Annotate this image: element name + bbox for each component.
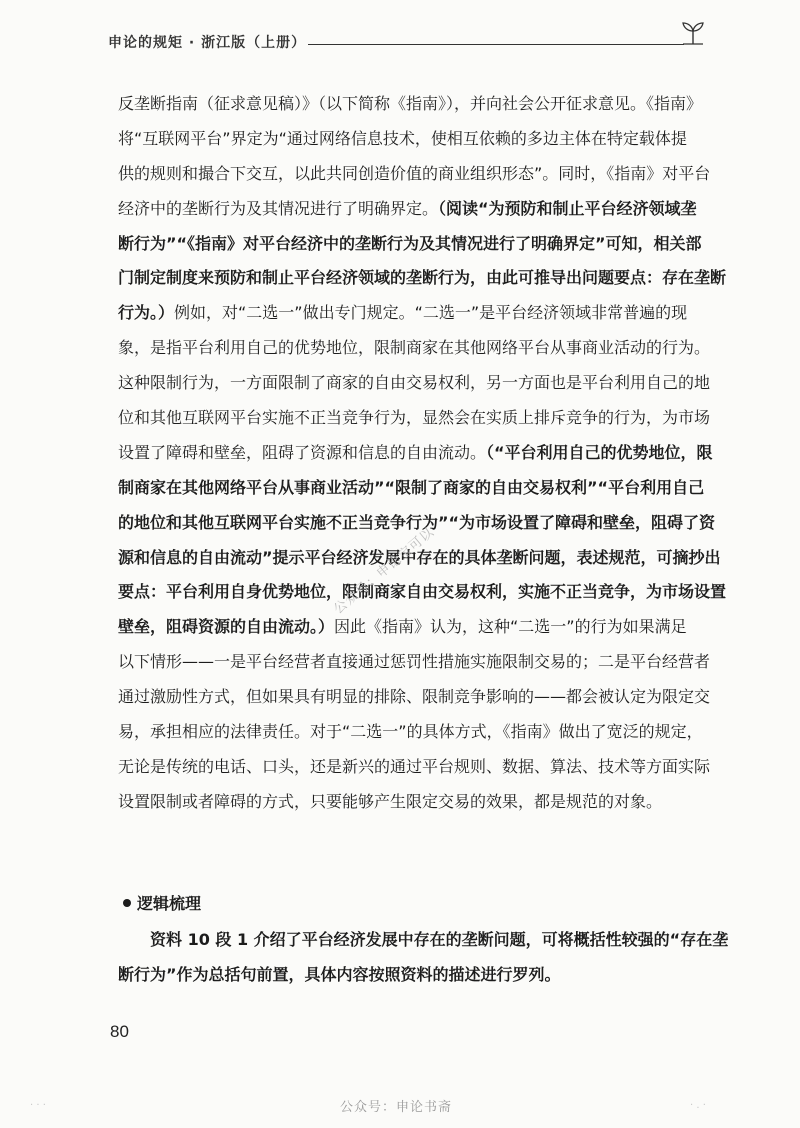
scan-speck: · . · bbox=[690, 1100, 706, 1111]
section-heading bbox=[123, 887, 201, 921]
section-heading-label: 逻辑梳理 bbox=[137, 894, 202, 913]
text-line bbox=[118, 87, 708, 122]
sprout-icon bbox=[678, 18, 708, 48]
watermark-middle: 公众号：申论宝可以 bbox=[331, 524, 438, 618]
logic-line: 资料 10 段 1 介绍了平台经济发展中存在的垄断问题，可将概括性较强的“存在垄 bbox=[150, 930, 729, 949]
text-line bbox=[118, 122, 708, 157]
text-line bbox=[118, 227, 708, 262]
body-paragraph bbox=[118, 87, 727, 820]
text-line bbox=[118, 366, 711, 401]
text-line bbox=[118, 331, 711, 366]
source-text: 通过激励性方式，但如果具有明显的排除、限制竞争影响的——都会被认定为限定交 bbox=[118, 687, 711, 707]
running-header bbox=[108, 32, 708, 52]
source-text: 设置限制或者障碍的方式，只要能够产生限定交易的效果，都是规范的对象。 bbox=[118, 791, 663, 811]
header-rule bbox=[308, 44, 684, 45]
bullet-icon bbox=[123, 899, 131, 907]
source-text: 经济中的垄断行为及其情况进行了明确界定。 bbox=[118, 198, 439, 218]
analysis-note: 的地位和其他互联网平台实施不正当竞争行为”“为市场设置了障碍和壁垒，阻碍了资 bbox=[118, 512, 716, 532]
text-line bbox=[118, 750, 711, 785]
text-line bbox=[118, 261, 727, 296]
text-line bbox=[118, 785, 708, 820]
source-text: 供的规则和撮合下交互，以此共同创造价值的商业组织形态”。同时，《指南》对平台 bbox=[118, 163, 711, 183]
source-text: 无论是传统的电话、口头，还是新兴的通过平台规则、数据、算法、技术等方面实际 bbox=[118, 756, 711, 776]
analysis-note: （阅读“为预防和制止平台经济领域垄 bbox=[438, 198, 697, 218]
text-line bbox=[118, 436, 713, 471]
analysis-note: 壁垒，阻碍资源的自由流动。） bbox=[118, 617, 335, 637]
source-text: 因此《指南》认为，这种“二选一”的行为如果满足 bbox=[334, 617, 687, 637]
text-line bbox=[118, 715, 708, 750]
logic-line: 断行为”作为总括句前置，具体内容按照资料的描述进行罗列。 bbox=[118, 964, 561, 984]
source-text: 例如，对“二选一”做出专门规定。“二选一”是平台经济领域非常普遍的现 bbox=[174, 303, 688, 323]
scan-speck: · · · bbox=[30, 1100, 46, 1111]
source-text: 象，是指平台利用自己的优势地位，限制商家在其他网络平台从事商业活动的行为。 bbox=[118, 338, 711, 358]
analysis-note: 要点：平台利用自身优势地位，限制商家自由交易权利，实施不正当竞争，为市场设置 bbox=[118, 582, 727, 602]
page-number: 80 bbox=[110, 1022, 129, 1041]
text-line bbox=[118, 575, 727, 610]
source-text: 易，承担相应的法律责任。对于“二选一”的具体方式，《指南》做出了宽泛的规定， bbox=[118, 722, 703, 742]
source-text: 这种限制行为，一方面限制了商家的自由交易权利，另一方面也是平台利用自己的地 bbox=[118, 373, 711, 393]
analysis-note: 门制定制度来预防和制止平台经济领域的垄断行为，由此可推导出问题要点：存在垄断 bbox=[118, 268, 727, 288]
text-line bbox=[118, 296, 708, 331]
watermark-bottom: 公众号：申论书斋 bbox=[340, 1100, 453, 1115]
text-line bbox=[118, 610, 708, 645]
analysis-note: 源和信息的自由流动”提示平台经济发展中存在的具体垄断问题，表述规范，可摘抄出 bbox=[118, 547, 721, 567]
text-line bbox=[118, 157, 711, 192]
text-line bbox=[118, 192, 708, 227]
book-title: 申论的规矩 · 浙江版（上册） bbox=[108, 32, 312, 52]
text-line bbox=[118, 471, 708, 506]
source-text: 反垄断指南（征求意见稿）》（以下简称《指南》），并向社会公开征求意见。《指南》 bbox=[118, 94, 703, 113]
source-text: 设置了障碍和壁垒，阻碍了资源和信息的自由流动。 bbox=[118, 442, 487, 462]
analysis-note: 制商家在其他网络平台从事商业活动”“限制了商家的自由交易权利”“平台利用自己 bbox=[118, 477, 705, 497]
text-line bbox=[118, 401, 711, 436]
text-line bbox=[118, 680, 711, 715]
source-text: 位和其他互联网平台实施不正当竞争行为，显然会在实质上排斥竞争的行为，为市场 bbox=[118, 408, 711, 428]
logic-paragraph bbox=[118, 922, 729, 992]
source-text: 将“互联网平台”界定为“通过网络信息技术，使相互依赖的多边主体在特定载体提 bbox=[118, 128, 687, 148]
source-text: 以下情形——一是平台经营者直接通过惩罚性措施实施限制交易的；二是平台经营者 bbox=[118, 652, 711, 672]
analysis-note: 断行为”“《指南》对平台经济中的垄断行为及其情况进行了明确界定”可知，相关部 bbox=[118, 233, 702, 253]
text-line bbox=[118, 645, 711, 680]
analysis-note: （“平台利用自己的优势地位，限 bbox=[486, 442, 713, 462]
analysis-note: 行为。） bbox=[118, 303, 175, 323]
